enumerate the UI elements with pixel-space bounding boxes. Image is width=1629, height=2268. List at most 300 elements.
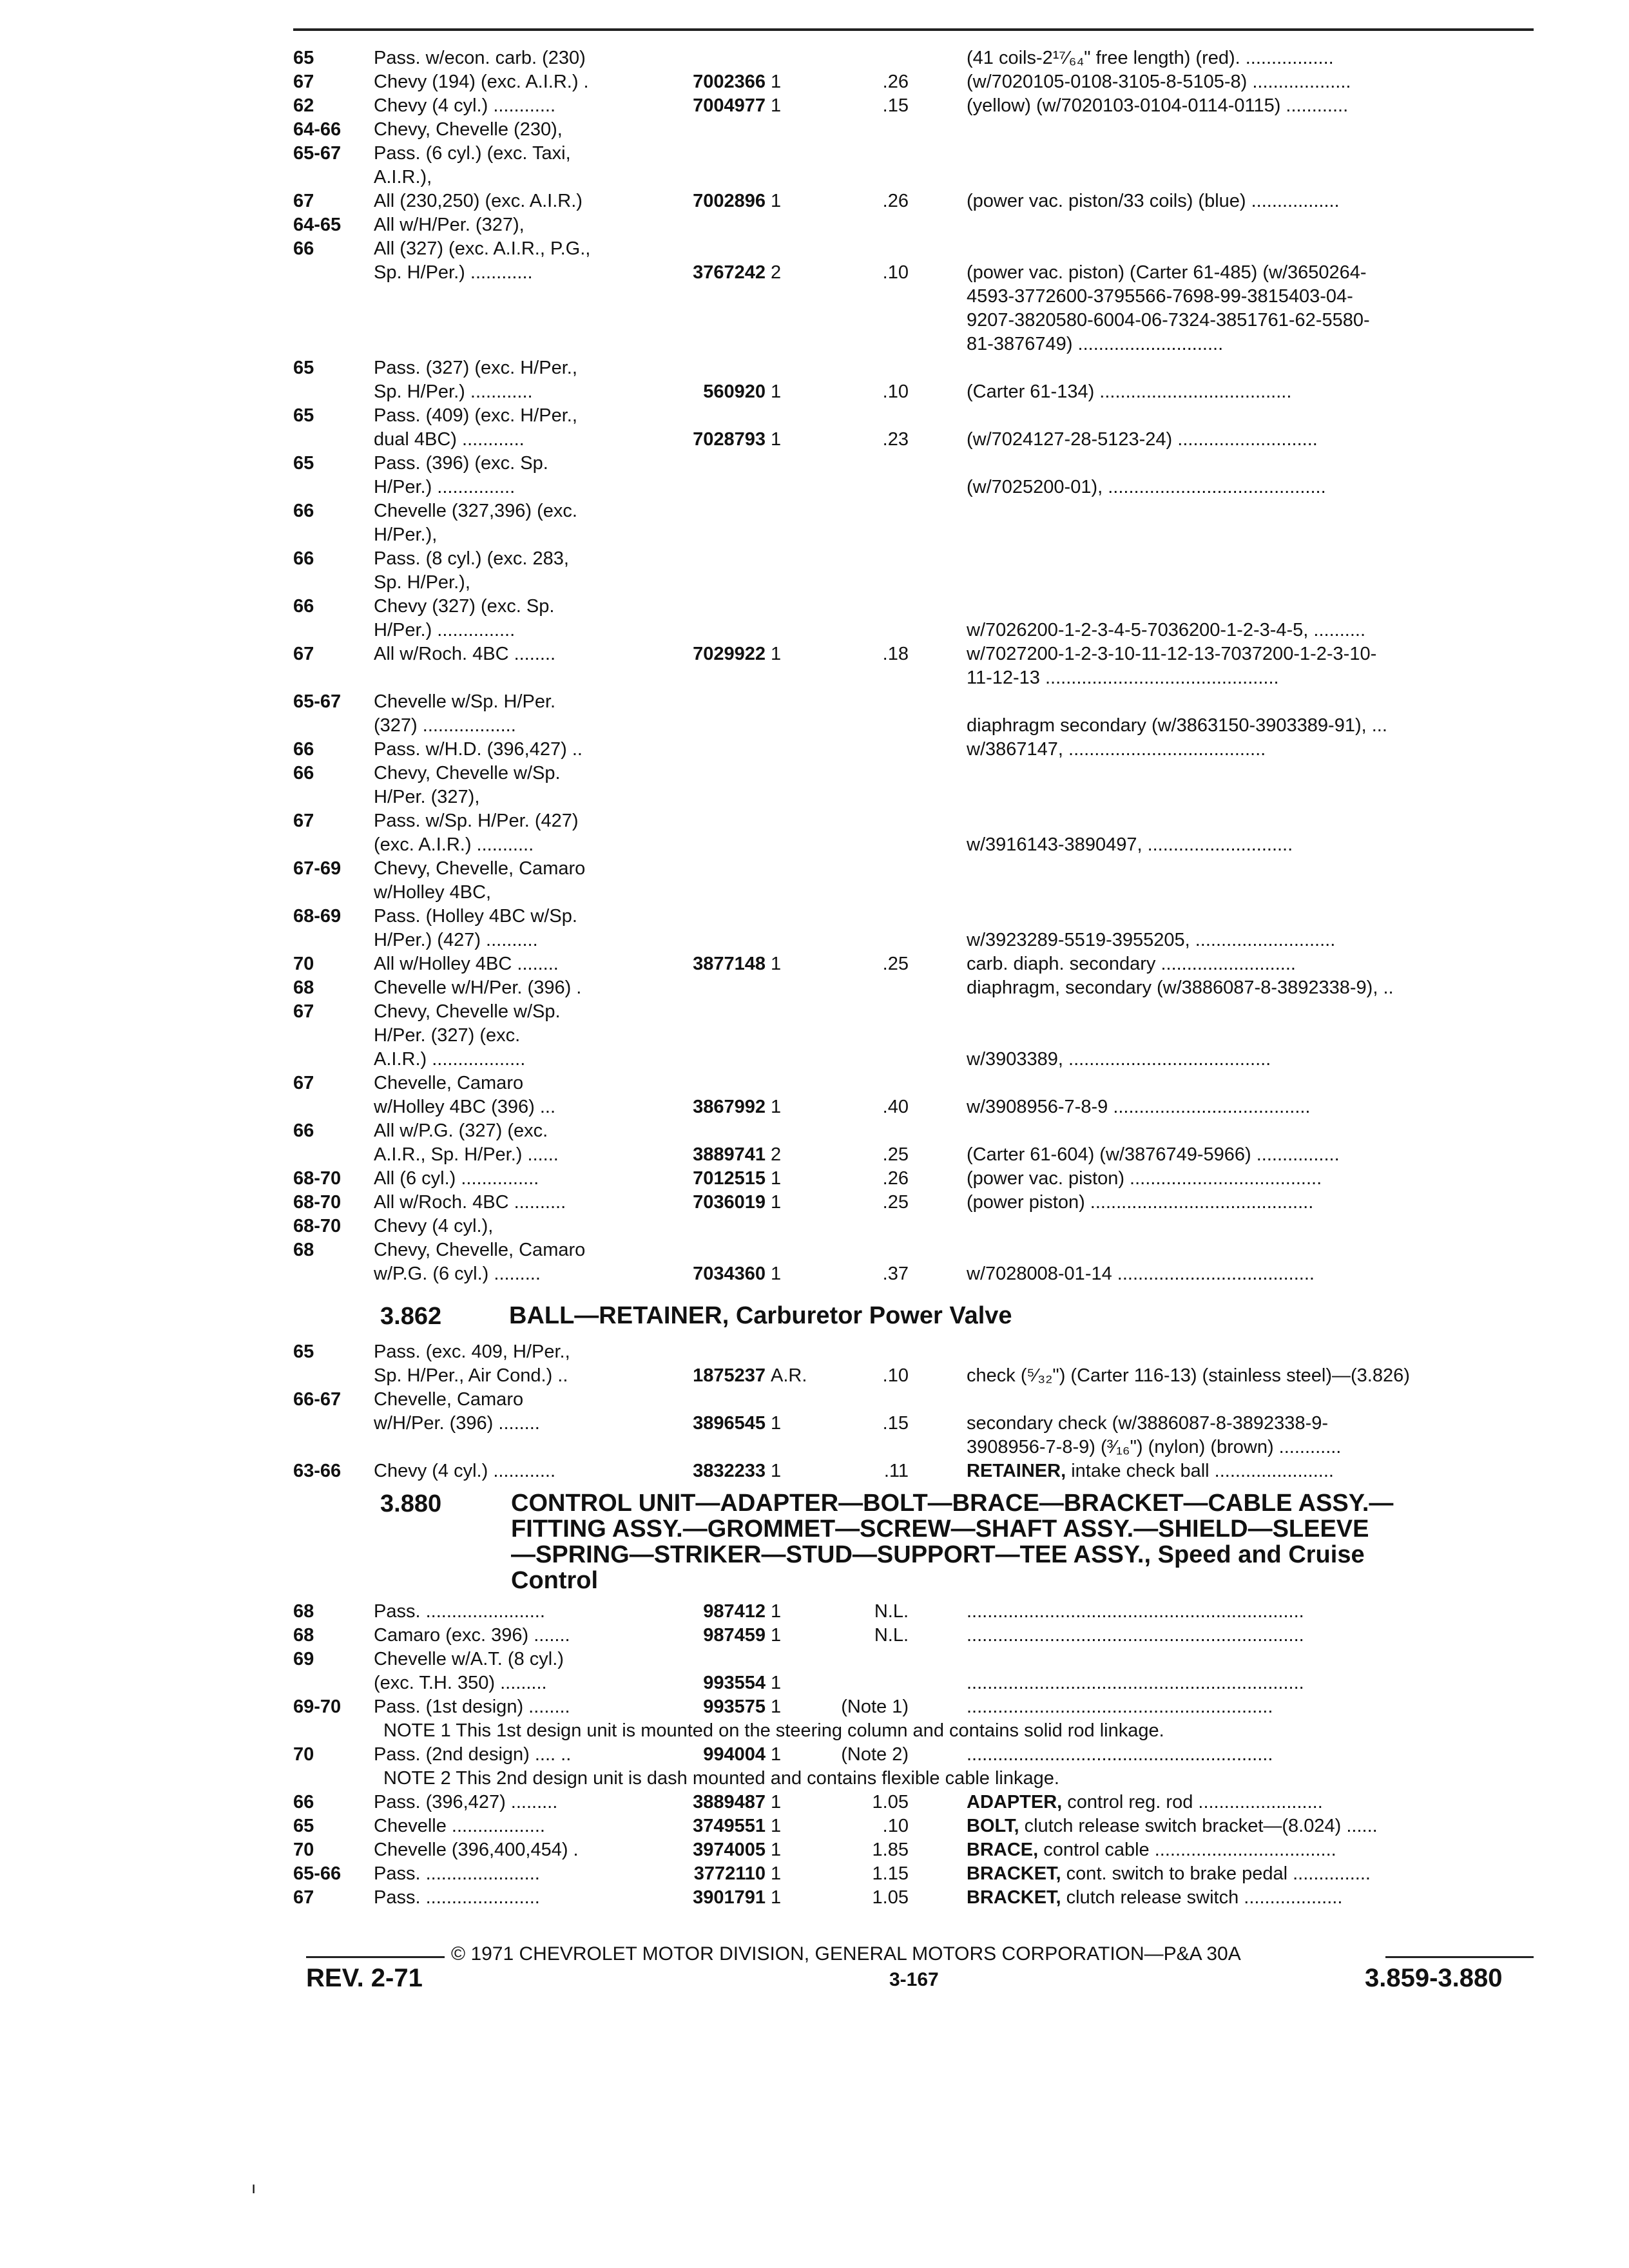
description-cell: Sp. H/Per., Air Cond.) .. [374,1365,568,1386]
part-number-cell: 7036019 [693,1192,766,1213]
description-cell: All (327) (exc. A.I.R., P.G., [374,238,591,259]
year-cell: 65 [293,453,314,474]
table-row [0,952,1629,976]
part-number-cell: 3889741 [693,1144,766,1165]
table-row [0,976,1629,1000]
year-cell: 65 [293,405,314,426]
table-row [0,1388,1629,1412]
part-number-cell: 7012515 [693,1168,766,1189]
part-number-cell: 3832233 [693,1461,766,1481]
year-cell: 67 [293,72,314,92]
quantity-cell: 1 [771,1168,782,1189]
quantity-cell: 1 [771,644,782,664]
section-title-line: FITTING ASSY.—GROMMET—SCREW—SHAFT ASSY.—SHIELD—SLEEVE [511,1515,1369,1542]
part-number-cell: 994004 [703,1744,766,1765]
table-row [0,332,1629,356]
price-cell: .25 [882,954,909,974]
quantity-cell: A.R. [771,1365,807,1386]
remarks-cell: (power piston) ........................................... [967,1192,1314,1213]
top-rule [293,28,1534,31]
description-cell: Chevelle (396,400,454) . [374,1840,579,1860]
part-number-cell: 3772110 [693,1863,766,1884]
price-cell: (Note 1) [841,1696,909,1717]
description-cell: Pass. (Holley 4BC w/Sp. [374,906,577,927]
section-title-line: —SPRING—STRIKER—STUD—SUPPORT—TEE ASSY., Speed and Cruise [511,1541,1365,1568]
table-row [0,1648,1629,1671]
table-row [0,1600,1629,1624]
table-row [0,928,1629,952]
description-cell: Pass. ...................... [374,1863,540,1884]
year-cell: 66 [293,501,314,521]
quantity-cell: 1 [771,381,782,402]
year-cell: 65-67 [293,143,342,164]
table-row [0,1791,1629,1814]
table-row [0,70,1629,94]
part-number-cell: 3889487 [693,1792,766,1812]
table-row [0,809,1629,833]
price-cell: .25 [882,1144,909,1165]
year-cell: 69-70 [293,1696,342,1717]
quantity-cell: 1 [771,1792,782,1812]
description-cell: Chevelle, Camaro [374,1073,524,1093]
description-cell: All w/Roch. 4BC ........ [374,644,556,664]
remarks-cell: ................................................................. [967,1601,1304,1622]
year-cell: 67 [293,644,314,664]
description-cell: Pass. (8 cyl.) (exc. 283, [374,548,569,569]
description-cell: H/Per.) (427) .......... [374,930,538,950]
quantity-cell: 1 [771,1673,782,1693]
year-cell: 68-69 [293,906,342,927]
table-row [0,1436,1629,1459]
table-row [0,1364,1629,1388]
table-row [0,1862,1629,1886]
quantity-cell: 1 [771,1625,782,1646]
remarks-cell: (Carter 61-134) ..................................... [967,381,1292,402]
description-cell: Chevy (4 cyl.) ............ [374,1461,555,1481]
year-cell: 68 [293,1625,314,1646]
quantity-cell: 1 [771,1601,782,1622]
table-row [0,1048,1629,1072]
quantity-cell: 1 [771,1887,782,1908]
price-cell: .26 [882,72,909,92]
table-row [0,1412,1629,1436]
table-row [0,261,1629,285]
description-cell: Chevy, Chevelle (230), [374,119,563,140]
quantity-cell: 1 [771,1816,782,1836]
year-cell: 68 [293,1601,314,1622]
year-cell: 66 [293,596,314,617]
description-cell: Chevy, Chevelle w/Sp. [374,1001,561,1022]
description-cell: Chevelle w/Sp. H/Per. [374,691,556,712]
table-row [0,1167,1629,1191]
table-row [0,762,1629,785]
description-cell: (exc. T.H. 350) ......... [374,1673,547,1693]
remarks-cell: 9207-3820580-6004-06-7324-3851761-62-5580- [967,310,1370,331]
year-cell: 63-66 [293,1461,342,1481]
description-cell: Chevy (194) (exc. A.I.R.) . [374,72,589,92]
description-cell: Camaro (exc. 396) ....... [374,1625,570,1646]
part-number-cell: 560920 [703,381,766,402]
table-row [0,1072,1629,1095]
description-cell: Sp. H/Per.) ............ [374,381,533,402]
description-cell: All (6 cyl.) ............... [374,1168,539,1189]
price-cell: .18 [882,644,909,664]
remarks-cell: (w/7025200-01), .......................................... [967,477,1326,497]
description-cell: Pass. (exc. 409, H/Per., [374,1341,570,1362]
description-cell: (327) .................. [374,715,516,736]
remarks-cell: (41 coils-2¹⁷⁄₆₄" free length) (red). ................. [967,48,1334,68]
year-cell: 65 [293,1816,314,1836]
table-row [0,1095,1629,1119]
table-row [0,1671,1629,1695]
remarks-cell: ................................................................. [967,1625,1304,1646]
description-cell: H/Per. (327) (exc. [374,1025,521,1046]
remarks-cell: 81-3876749) ............................ [967,334,1224,354]
description-cell: Chevelle, Camaro [374,1389,524,1410]
description-cell: Pass. w/Sp. H/Per. (427) [374,811,579,831]
part-number-cell: 987459 [703,1625,766,1646]
price-cell: .37 [882,1264,909,1284]
remarks-cell: (power vac. piston) ..................................... [967,1168,1322,1189]
table-row [0,881,1629,905]
table-row [0,1814,1629,1838]
description-cell: A.I.R.), [374,167,432,187]
table-row [0,46,1629,70]
remarks-cell: w/3916143-3890497, ............................ [967,834,1293,855]
description-cell: Pass. (2nd design) .... .. [374,1744,572,1765]
quantity-cell: 1 [771,1696,782,1717]
table-row [0,690,1629,714]
description-cell: H/Per.) ............... [374,477,516,497]
part-number-cell: 7029922 [693,644,766,664]
quantity-cell: 1 [771,1413,782,1434]
remarks-cell: ........................................................... [967,1744,1273,1765]
description-cell: H/Per.) ............... [374,620,516,640]
table-row [0,189,1629,213]
price-cell: 1.85 [872,1840,909,1860]
section-title-line: CONTROL UNIT—ADAPTER—BOLT—BRACE—BRACKET—CABLE ASSY.— [511,1490,1394,1517]
table-row [0,1143,1629,1167]
table-row [0,285,1629,309]
section-number-3-862: 3.862 [380,1303,442,1330]
remarks-cell: w/7027200-1-2-3-10-11-12-13-7037200-1-2-3-10- [967,644,1377,664]
table-row [0,380,1629,404]
description-cell: Sp. H/Per.) ............ [374,262,533,283]
price-cell: .11 [883,1461,909,1481]
remarks-cell: w/7026200-1-2-3-4-5-7036200-1-2-3-4-5, .......... [967,620,1365,640]
part-number-cell: 3877148 [693,954,766,974]
year-cell: 67 [293,1073,314,1093]
section-title-3-862: BALL—RETAINER, Carburetor Power Valve [509,1302,1012,1329]
table-row [0,499,1629,523]
description-cell: A.I.R.) .................. [374,1049,526,1070]
year-cell: 64-66 [293,119,342,140]
description-cell: Pass. (396,427) ......... [374,1792,558,1812]
remarks-cell: w/3903389, ....................................... [967,1049,1271,1070]
year-cell: 65 [293,48,314,68]
table-row [0,595,1629,619]
remarks-cell: 4593-3772600-3795566-7698-99-3815403-04- [967,286,1353,307]
remarks-cell: (yellow) (w/7020103-0104-0114-0115) ............ [967,95,1349,116]
description-cell: All w/Roch. 4BC .......... [374,1192,566,1213]
page-number: 3-167 [889,1969,939,1990]
year-cell: 65-67 [293,691,342,712]
table-row [0,1262,1629,1286]
price-cell: .26 [882,191,909,211]
quantity-cell: 1 [771,1863,782,1884]
table-row [0,237,1629,261]
remarks-cell: w/3867147, ...................................... [967,739,1266,760]
remarks-cell: check (⁵⁄₃₂") (Carter 116-13) (stainless steel)—(3.826) [967,1365,1410,1386]
table-row [0,1215,1629,1238]
description-cell: Sp. H/Per.), [374,572,470,593]
quantity-cell: 2 [771,262,782,283]
table-row [0,571,1629,595]
price-cell: .10 [882,1365,909,1386]
table-row [0,523,1629,547]
price-cell: N.L. [874,1625,909,1646]
description-cell: Pass. ....................... [374,1601,545,1622]
price-cell: .10 [882,262,909,283]
description-cell: Chevy, Chevelle, Camaro [374,1240,586,1260]
year-cell: 65 [293,1341,314,1362]
table-row [0,1838,1629,1862]
remarks-cell: BRACKET, cont. switch to brake pedal ............... [967,1863,1371,1884]
quantity-cell: 1 [771,1192,782,1213]
price-cell: .15 [882,95,909,116]
part-number-cell: 993554 [703,1673,766,1693]
table-row [0,213,1629,237]
description-cell: w/Holley 4BC, [374,882,492,903]
table-row [0,1000,1629,1024]
part-number-cell: 7002366 [693,72,766,92]
part-number-cell: 993575 [703,1696,766,1717]
table-row [0,1743,1629,1767]
description-cell: Pass. (327) (exc. H/Per., [374,358,577,378]
price-cell: .10 [882,381,909,402]
remarks-cell: ADAPTER, control reg. rod ........................ [967,1792,1323,1812]
remarks-cell: (w/7024127-28-5123-24) ........................... [967,429,1318,450]
footer-rule-left [306,1956,445,1958]
table-row [0,356,1629,380]
copyright-line: © 1971 CHEVROLET MOTOR DIVISION, GENERAL MOTORS CORPORATION—P&A 30A [451,1943,1241,1965]
quantity-cell: 1 [771,72,782,92]
description-cell: Chevy (4 cyl.) ............ [374,95,555,116]
year-cell: 68 [293,977,314,998]
description-cell: Chevelle (327,396) (exc. [374,501,577,521]
part-number-cell: 7004977 [693,95,766,116]
remarks-cell: (power vac. piston/33 coils) (blue) ................. [967,191,1340,211]
year-cell: 67 [293,191,314,211]
remarks-cell: RETAINER, intake check ball ....................... [967,1461,1334,1481]
table-row [0,1340,1629,1364]
section-title-line: Control [511,1567,599,1594]
table-row [0,785,1629,809]
year-cell: 66 [293,238,314,259]
table-row [0,309,1629,332]
remarks-cell: w/3923289-5519-3955205, ........................... [967,930,1336,950]
stray-mark: ı [251,2178,256,2197]
note-1: NOTE 1 This 1st design unit is mounted on the steering column and contains solid rod linkage. [383,1720,1164,1741]
table-row [0,642,1629,666]
price-cell: 1.05 [872,1792,909,1812]
note-2: NOTE 2 This 2nd design unit is dash mounted and contains flexible cable linkage. [383,1768,1059,1789]
year-cell: 67-69 [293,858,342,879]
table-row [0,428,1629,452]
year-cell: 66 [293,548,314,569]
price-cell: .10 [882,1816,909,1836]
remarks-cell: diaphragm, secondary (w/3886087-8-3892338-9), .. [967,977,1394,998]
quantity-cell: 1 [771,191,782,211]
table-row [0,476,1629,499]
remarks-cell: w/7028008-01-14 ...................................... [967,1264,1315,1284]
quantity-cell: 1 [771,429,782,450]
remarks-cell: w/3908956-7-8-9 ...................................... [967,1097,1311,1117]
table-row [0,547,1629,571]
quantity-cell: 1 [771,95,782,116]
description-cell: All w/H/Per. (327), [374,215,525,235]
part-number-cell: 7028793 [693,429,766,450]
quantity-cell: 2 [771,1144,782,1165]
description-cell: All w/P.G. (327) (exc. [374,1120,548,1141]
remarks-cell: carb. diaph. secondary .......................... [967,954,1296,974]
table-row [0,452,1629,476]
description-cell: A.I.R., Sp. H/Per.) ...... [374,1144,559,1165]
description-cell: Chevy, Chevelle w/Sp. [374,763,561,783]
year-cell: 68-70 [293,1192,342,1213]
year-cell: 67 [293,1887,314,1908]
part-number-cell: 3901791 [693,1887,766,1908]
description-cell: Pass. (396) (exc. Sp. [374,453,548,474]
quantity-cell: 1 [771,1744,782,1765]
price-cell: 1.15 [872,1863,909,1884]
remarks-cell: (power vac. piston) (Carter 61-485) (w/3650264- [967,262,1367,283]
table-row [0,1119,1629,1143]
year-cell: 70 [293,1840,314,1860]
year-cell: 68-70 [293,1216,342,1236]
part-number-cell: 7002896 [693,191,766,211]
table-row [0,738,1629,762]
description-cell: Pass. w/H.D. (396,427) .. [374,739,583,760]
description-cell: Pass. (409) (exc. H/Per., [374,405,577,426]
table-row [0,1886,1629,1910]
table-row [0,1695,1629,1719]
section-range: 3.859-3.880 [1365,1964,1503,1992]
year-cell: 67 [293,1001,314,1022]
remarks-cell: BOLT, clutch release switch bracket—(8.024) ...... [967,1816,1378,1836]
description-cell: dual 4BC) ............ [374,429,525,450]
description-cell: H/Per.), [374,524,438,545]
price-cell: 1.05 [872,1887,909,1908]
remarks-cell: diaphragm secondary (w/3863150-3903389-91), ... [967,715,1387,736]
price-cell: .25 [882,1192,909,1213]
quantity-cell: 1 [771,954,782,974]
description-cell: Pass. ...................... [374,1887,540,1908]
price-cell: .26 [882,1168,909,1189]
year-cell: 70 [293,954,314,974]
year-cell: 65 [293,358,314,378]
description-cell: (exc. A.I.R.) ........... [374,834,534,855]
year-cell: 68 [293,1240,314,1260]
price-cell: N.L. [874,1601,909,1622]
quantity-cell: 1 [771,1840,782,1860]
description-cell: Chevy (4 cyl.), [374,1216,494,1236]
remarks-cell: 11-12-13 ............................................. [967,668,1279,688]
remarks-cell: BRACE, control cable ................................... [967,1840,1336,1860]
table-row [0,166,1629,189]
price-cell: .15 [882,1413,909,1434]
table-row [0,94,1629,118]
year-cell: 70 [293,1744,314,1765]
table-row [0,1459,1629,1483]
year-cell: 68-70 [293,1168,342,1189]
description-cell: w/Holley 4BC (396) ... [374,1097,556,1117]
year-cell: 64-65 [293,215,342,235]
part-number-cell: 3867992 [693,1097,766,1117]
table-row [0,619,1629,642]
price-cell: .40 [882,1097,909,1117]
remarks-cell: BRACKET, clutch release switch ................... [967,1887,1343,1908]
table-row [0,857,1629,881]
remarks-cell: 3908956-7-8-9) (³⁄₁₆") (nylon) (brown) ............ [967,1437,1342,1457]
description-cell: Chevelle .................. [374,1816,545,1836]
year-cell: 67 [293,811,314,831]
quantity-cell: 1 [771,1097,782,1117]
year-cell: 66 [293,739,314,760]
year-cell: 62 [293,95,314,116]
remarks-cell: ................................................................. [967,1673,1304,1693]
description-cell: All (230,250) (exc. A.I.R.) [374,191,583,211]
part-number-cell: 7034360 [693,1264,766,1284]
description-cell: Pass. (1st design) ........ [374,1696,570,1717]
table-row [0,1624,1629,1648]
table-row [0,1024,1629,1048]
section-number-3-880: 3.880 [380,1490,442,1517]
part-number-cell: 3767242 [693,262,766,283]
part-number-cell: 3974005 [693,1840,766,1860]
table-row [0,404,1629,428]
description-cell: Chevy, Chevelle, Camaro [374,858,586,879]
part-number-cell: 3896545 [693,1413,766,1434]
year-cell: 69 [293,1649,314,1669]
price-cell: (Note 2) [841,1744,909,1765]
remarks-cell: secondary check (w/3886087-8-3892338-9- [967,1413,1329,1434]
year-cell: 66-67 [293,1389,342,1410]
table-row [0,1191,1629,1215]
description-cell: w/H/Per. (396) ........ [374,1413,540,1434]
part-number-cell: 987412 [703,1601,766,1622]
table-row [0,118,1629,142]
part-number-cell: 1875237 [693,1365,766,1386]
description-cell: w/P.G. (6 cyl.) ......... [374,1264,541,1284]
description-cell: Chevelle w/A.T. (8 cyl.) [374,1649,564,1669]
remarks-cell: ........................................................... [967,1696,1273,1717]
table-row [0,142,1629,166]
description-cell: H/Per. (327), [374,787,480,807]
part-number-cell: 3749551 [693,1816,766,1836]
year-cell: 65-66 [293,1863,342,1884]
revision-label: REV. 2-71 [306,1964,423,1992]
year-cell: 66 [293,1120,314,1141]
section-title-3-880 [511,1490,1393,1593]
year-cell: 66 [293,1792,314,1812]
year-cell: 66 [293,763,314,783]
price-cell: .23 [882,429,909,450]
table-row [0,666,1629,690]
description-cell: All w/Holley 4BC ........ [374,954,559,974]
remarks-cell: (w/7020105-0108-3105-8-5105-8) ................... [967,72,1351,92]
table-row [0,714,1629,738]
